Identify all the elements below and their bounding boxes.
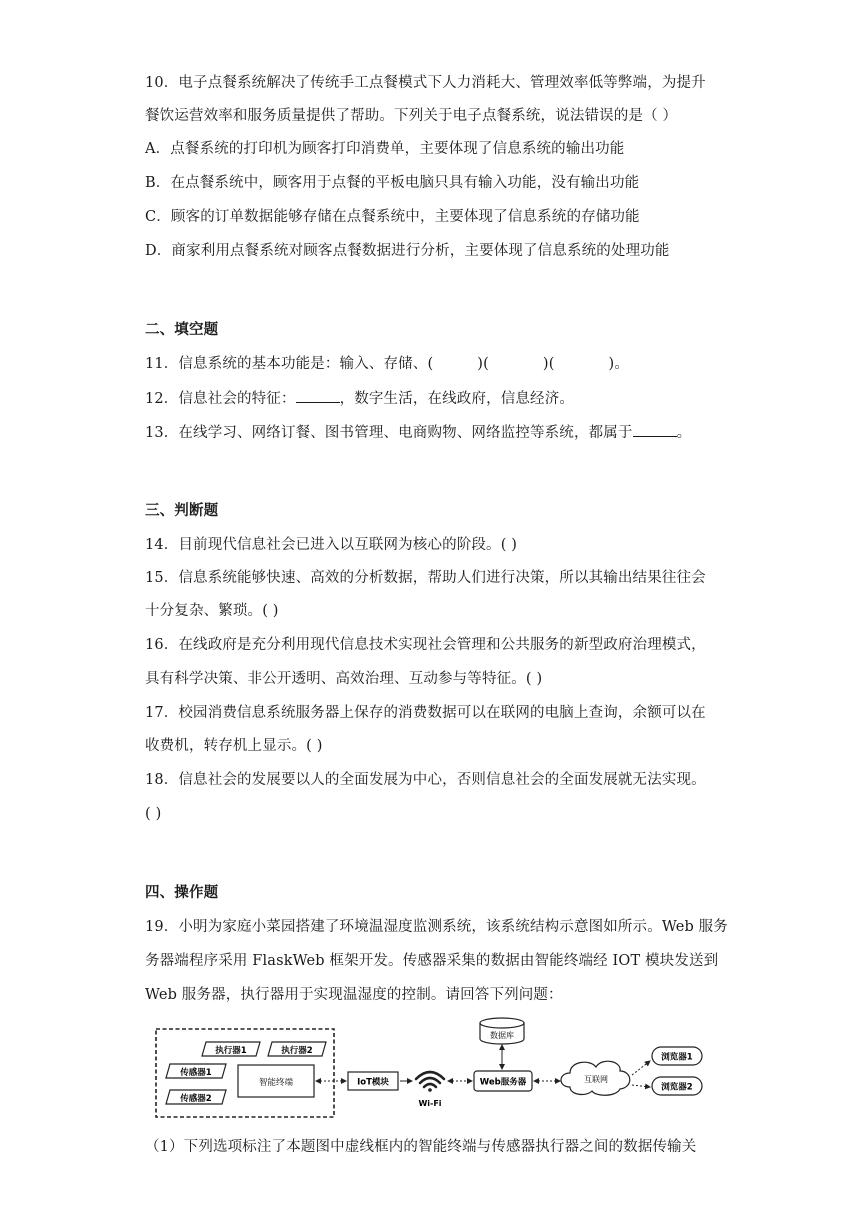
web-server-box [474,1071,532,1091]
q10-line2: 餐饮运营效率和服务质量提供了帮助。下列关于电子点餐系统，说法错误的是（ ） [145,108,678,124]
q19-line1: 19．小明为家庭小菜园搭建了环境温湿度监测系统，该系统结构示意图如所示。Web 服务 [145,919,728,935]
browser-2-box [652,1077,702,1095]
sensor-2-box [166,1090,226,1104]
q17-line1: 17．校园消费信息系统服务器上保存的消费数据可以在联网的电脑上查询，余额可以在 [145,705,706,721]
sensor-2-label: 传感器2 [180,1094,212,1104]
q10-option-d: D．商家利用点餐系统对顾客点餐数据进行分析，主要体现了信息系统的处理功能 [145,243,670,259]
q19-line2: 务器端程序采用 FlaskWeb 框架开发。传感器采集的数据由智能终端经 IOT 模块发送到 [145,953,719,969]
q14-line1: 14．目前现代信息社会已进入以互联网为核心的阶段。( ) [145,537,518,553]
q13-prefix: 13．在线学习、网络订餐、图书管理、电商购物、网络监控等系统，都属于 [145,425,633,441]
section-fill-in-title: 二、填空题 [145,321,219,338]
q11 [145,354,629,374]
browser-2-label: 浏览器2 [661,1082,693,1093]
q15-line2: 十分复杂、繁琐。( ) [145,603,279,619]
internet-cloud-icon [561,1061,630,1095]
q10-line1: 10．电子点餐系统解决了传统手工点餐模式下人力消耗大、管理效率低等弊端，为提升 [145,75,706,91]
database-label: 数据库 [490,1031,514,1040]
section-true-false-title: 三、判断题 [145,502,219,519]
q13-answer-blank [633,422,677,437]
q16-line2: 具有科学决策、非公开透明、高效治理、互动参与等特征。( ) [145,671,543,687]
wifi-label: Wi-Fi [418,1099,442,1108]
q15-line1: 15．信息系统能够快速、高效的分析数据，帮助人们进行决策，所以其输出结果往往会 [145,570,706,586]
q19-sub1: （1）下列选项标注了本题图中虚线框内的智能终端与传感器执行器之间的数据传输关 [145,1139,697,1155]
actuator-1-label: 执行器1 [215,1046,247,1056]
sensor-1-label: 传感器1 [180,1068,212,1078]
section-operation-title: 四、操作题 [145,884,219,901]
q19-line3: Web 服务器，执行器用于实现温湿度的控制。请回答下列问题： [145,987,563,1003]
q12 [145,388,574,409]
internet-label: 互联网 [584,1075,608,1084]
q10-option-b: B．在点餐系统中，顾客用于点餐的平板电脑只具有输入功能，没有输出功能 [145,175,640,191]
q12-prefix: 12．信息社会的特征： [145,391,296,407]
actuator-1-box [202,1042,260,1056]
q17-line2: 收费机，转存机上显示。( ) [145,738,323,754]
q16-line1: 16．在线政府是充分利用现代信息技术实现社会管理和公共服务的新型政府治理模式， [145,637,706,653]
link-internet-browser2 [632,1085,650,1087]
web-server-label: Web服务器 [479,1077,527,1088]
smart-terminal-label: 智能终端 [258,1078,294,1088]
q10-option-c: C．顾客的订单数据能够存储在点餐系统中，主要体现了信息系统的存储功能 [145,209,640,225]
q13 [145,422,691,443]
q18-line1: 18．信息社会的发展要以人的全面发展为中心，否则信息社会的全面发展就无法实现。 [145,772,706,788]
q11-mid1: )( [477,356,489,372]
browser-1-box [652,1047,702,1065]
actuator-2-box [268,1042,326,1056]
database-icon [480,1018,524,1044]
q11-mid2: )( [542,356,555,372]
q12-suffix: ，数字生活，在线政府，信息经济。 [339,391,575,407]
iot-module-label: IoT模块 [357,1077,389,1088]
wifi-icon [416,1072,444,1092]
browser-1-label: 浏览器1 [661,1052,693,1063]
q12-answer-blank [296,388,340,403]
smart-terminal-box [238,1065,314,1097]
q11-suffix: )。 [608,356,629,372]
sensor-1-box [166,1064,226,1078]
q13-suffix: 。 [676,425,692,441]
actuator-2-label: 执行器2 [281,1046,313,1056]
iot-module-box [348,1072,398,1090]
q11-prefix: 11．信息系统的基本功能是：输入、存储、( [145,356,434,372]
link-internet-browser1 [632,1061,650,1075]
q18-line2: ( ) [145,806,162,822]
q10-option-a: A．点餐系统的打印机为顾客打印消费单，主要体现了信息系统的输出功能 [145,141,625,157]
system-structure-diagram [150,1015,710,1125]
